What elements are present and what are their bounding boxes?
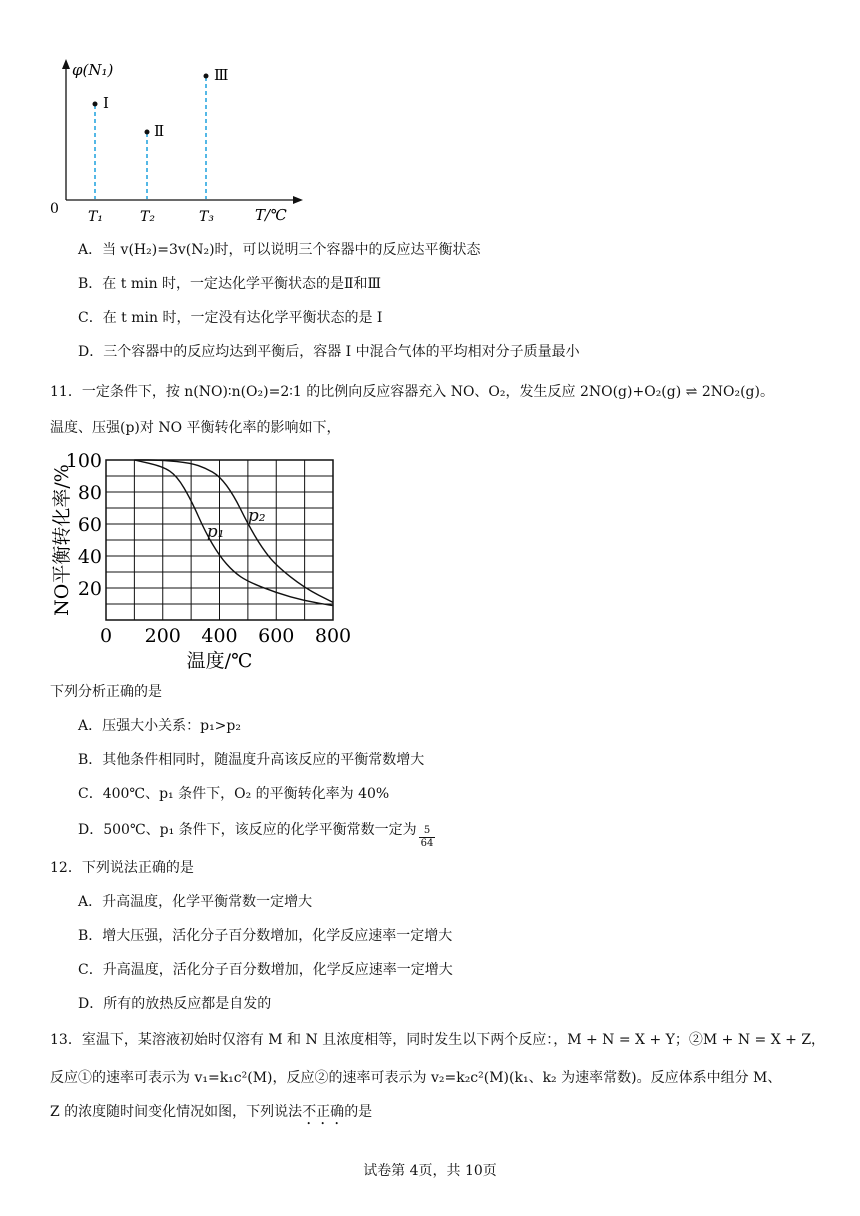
q11-option-c: C．400℃、p₁ 条件下，O₂ 的平衡转化率为 40% bbox=[78, 786, 390, 802]
fig1-point-2 bbox=[145, 130, 150, 135]
fig1-y-arrow bbox=[62, 59, 70, 69]
fig1-y-label: φ(N₁) bbox=[72, 61, 114, 79]
y-tick-label: 60 bbox=[77, 514, 102, 536]
q13-stem-line2: 反应①的速率可表示为 v₁=k₁c²(M)，反应②的速率可表示为 v₂=k₂c²(M)(k₁、k₂ 为速率常数)。反应体系中组分 M、 bbox=[50, 1070, 782, 1086]
series-line-1 bbox=[134, 460, 333, 606]
q13-emphasis: 不正确 bbox=[302, 1104, 345, 1120]
q13-stem-line1: 13．室温下，某溶液初始时仅溶有 M 和 N 且浓度相等，同时发生以下两个反应：，M + N = X + Y；②M + N = X + Z， bbox=[50, 1032, 826, 1048]
q11-option-d-fraction bbox=[419, 825, 436, 850]
q11-option-d-text: D．500℃、p₁ 条件下，该反应的化学平衡常数一定为 bbox=[78, 822, 417, 838]
fig1-x-label: T/℃ bbox=[255, 206, 287, 224]
fraction-numerator: 5 bbox=[423, 825, 431, 836]
q10-option-b: B．在 t min 时，一定达化学平衡状态的是Ⅱ和Ⅲ bbox=[78, 276, 382, 292]
y-tick-label: 80 bbox=[77, 482, 102, 504]
q10-option-a: A．当 v(H₂)=3v(N₂)时，可以说明三个容器中的反应达平衡状态 bbox=[78, 242, 481, 258]
q13-line3-pre: Z 的浓度随时间变化情况如图，下列说法 bbox=[50, 1104, 303, 1120]
y-axis-label: NO平衡转化率/% bbox=[51, 464, 73, 616]
fig1-point-1 bbox=[93, 102, 98, 107]
x-tick-label: 200 bbox=[144, 625, 181, 647]
y-tick-label: 100 bbox=[65, 450, 102, 472]
fig1-point-3 bbox=[204, 74, 209, 79]
series-label-2: p₂ bbox=[247, 505, 266, 526]
q13-stem-line3 bbox=[50, 1102, 372, 1128]
fig1-origin: 0 bbox=[50, 201, 59, 217]
fraction-denominator: 64 bbox=[420, 838, 434, 849]
q12-option-d: D．所有的放热反应都是自发的 bbox=[78, 996, 272, 1012]
q12-option-c: C．升高温度，活化分子百分数增加，化学反应速率一定增大 bbox=[78, 962, 453, 978]
q13-line3-post: 的是 bbox=[344, 1104, 373, 1120]
y-tick-label: 20 bbox=[77, 578, 102, 600]
x-tick-label: 600 bbox=[258, 625, 295, 647]
fig1-point-1-label: Ⅰ bbox=[103, 94, 109, 112]
q11-prompt: 下列分析正确的是 bbox=[50, 684, 162, 700]
x-axis-label: 温度/℃ bbox=[186, 650, 253, 672]
q11-stem-line2: 温度、压强(p)对 NO 平衡转化率的影响如下， bbox=[50, 420, 341, 436]
q10-option-d: D．三个容器中的反应均达到平衡后，容器 I 中混合气体的平均相对分子质量最小 bbox=[78, 344, 580, 360]
figure-phi-vs-temperature bbox=[40, 55, 310, 230]
x-tick-label: 800 bbox=[314, 625, 352, 647]
fig1-x-arrow bbox=[293, 196, 303, 204]
y-tick-label: 40 bbox=[77, 546, 102, 568]
x-tick-label: 400 bbox=[201, 625, 238, 647]
series-line-2 bbox=[134, 460, 333, 602]
series-label-1: p₁ bbox=[206, 521, 225, 542]
page-footer: 试卷第 4页，共 10页 bbox=[363, 1163, 497, 1179]
fig1-xtick-2: T₂ bbox=[140, 209, 155, 225]
q11-option-d bbox=[78, 820, 435, 850]
no-conversion-chart bbox=[48, 448, 358, 673]
q11-option-a: A．压强大小关系：p₁>p₂ bbox=[78, 718, 241, 734]
fig1-xtick-3: T₃ bbox=[199, 209, 214, 225]
fig1-point-2-label: Ⅱ bbox=[154, 122, 165, 140]
q10-option-c: C．在 t min 时，一定没有达化学平衡状态的是 I bbox=[78, 310, 383, 326]
x-tick-label: 0 bbox=[99, 625, 113, 647]
q12-option-b: B．增大压强，活化分子百分数增加，化学反应速率一定增大 bbox=[78, 928, 453, 944]
fig1-xtick-1: T₁ bbox=[88, 209, 103, 225]
q12-stem: 12．下列说法正确的是 bbox=[50, 860, 194, 876]
fig1-point-3-label: Ⅲ bbox=[214, 66, 229, 84]
q11-stem-line1: 11．一定条件下，按 n(NO)∶n(O₂)=2∶1 的比例向反应容器充入 NO、O₂，发生反应 2NO(g)+O₂(g) ⇌ 2NO₂(g)。 bbox=[50, 384, 774, 400]
q12-option-a: A．升高温度，化学平衡常数一定增大 bbox=[78, 894, 313, 910]
q11-option-b: B．其他条件相同时，随温度升高该反应的平衡常数增大 bbox=[78, 752, 425, 768]
